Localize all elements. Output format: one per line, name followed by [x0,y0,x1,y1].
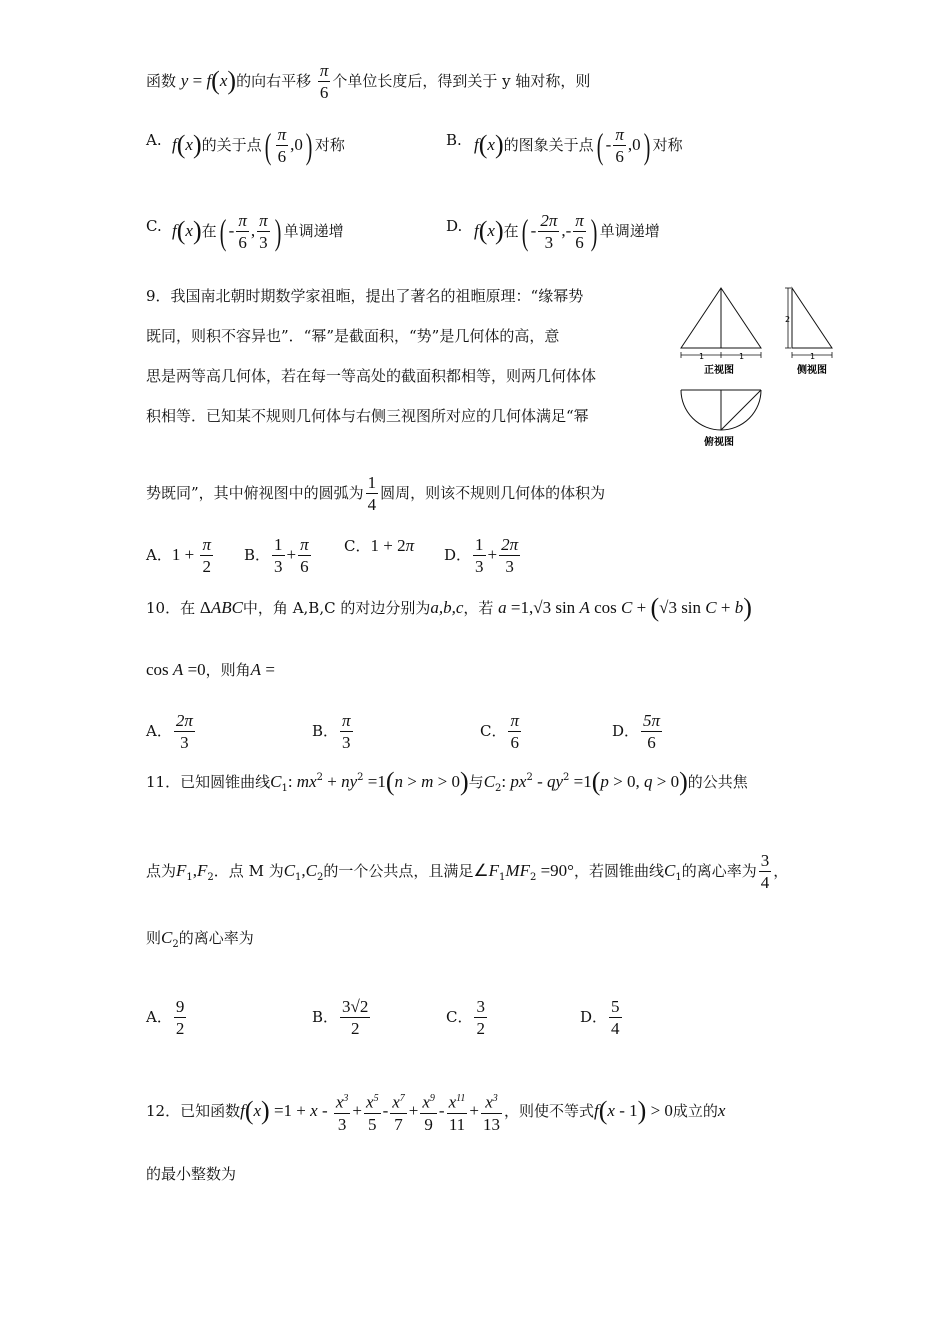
q11-option-c: C． $\frac{3}{2}$ [446,997,485,1038]
q11-line-3: 则$C_2$的离心率为 [146,928,254,950]
side-dim-width: 1 [810,352,816,361]
q8-option-d: D. [446,217,463,235]
q10-stem: 10．在 ΔABC中，角 A,B,C 的对边分别为a,b,c，若 a =1,√3 sin A cos C + (√3 sin C + b) [146,593,752,622]
q10-line-2: cos A =0，则角A = [146,660,275,679]
q8-option-b: B. [446,131,462,149]
front-dim-right: 1 [739,352,745,361]
q8-option-b-body: f(x)的图象关于点( - $\frac{\pi}{6}$ ,0) 对称 [474,125,683,166]
q11-option-d: D． $\frac{5}{4}$ [580,997,620,1038]
q8-option-a-body: f(x)的关于点( $\frac{\pi}{6}$ ,0) 对称 [172,125,345,166]
q9-line-4: 积相等．已知某不规则几何体与右侧三视图所对应的几何体满足“幂 [146,407,589,425]
q10-option-b: B． $\frac{\pi}{3}$ [312,711,351,752]
q9-line-3: 思是两等高几何体，若在每一等高处的截面积都相等，则两几何体体 [146,367,597,385]
side-view-drawing [785,288,832,361]
top-view-label: 俯视图 [704,437,734,448]
q11-stem: 11．已知圆锥曲线$C_1$: $mx^2 + ny^2 =1(n > m > 0)$与$C_2$: $px^2 - qy^2 =1(p > 0$, q > 0)的公共焦 [146,767,748,796]
q11-option-b: B． $\frac{3√2}{2}$ [312,997,369,1038]
q9-option-a: A．1 + $\frac{\pi}{2}$ [146,535,211,576]
q12-stem: 12．已知函数f(x) =1 + x - $\frac{x^3}{3}$ + $\frac{x^5}{5}$ - $\frac{x^7}{7}$ + $\frac{x^9}{9}$ - $\frac{x^{11}}{11}$ + $\frac{x^3}{13}$ ，则使不等式f(x - 1) > 0成立的x [146,1090,725,1134]
front-view-drawing [681,288,761,361]
top-view-drawing [681,390,761,430]
q8-stem: 函数 y = f(x)的向右平移 $\frac{\pi}{6}$ 个单位长度后，得到关于 y 轴对称，则 [146,61,591,102]
q11-option-a: A． $\frac{9}{2}$ [146,997,185,1038]
q8-option-d-body: f(x)在( - $\frac{2\pi}{3}$ ,- $\frac{\pi}{6}$ ) 单调递增 [474,211,660,252]
q12-line-2: 的最小整数为 [146,1165,237,1183]
q8-option-c: C. [146,217,162,235]
q8-option-c-body: f(x)在( - $\frac{\pi}{6}$ , $\frac{\pi}{3}$ ) 单调递增 [172,211,344,252]
front-dim-left: 1 [699,352,705,361]
q9-option-d: D． $\frac{1}{3}$ + $\frac{2\pi}{3}$ [444,535,519,576]
q9-option-c: C．1 + 2π [344,536,415,555]
q9-line-5: 势既同”，其中俯视图中的圆弧为 $\frac{1}{4}$ 圆周，则该不规则几何体的体积为 [146,473,606,514]
q8-option-a: A. [146,131,162,149]
q10-option-a: A． $\frac{2\pi}{3}$ [146,711,193,752]
q10-option-d: D． $\frac{5\pi}{6}$ [612,711,661,752]
q11-line-2: 点为$F_1,F_2$．点 M 为$C_1,C_2$的一个公共点，且满足$\angle F_1MF_2 =90^\circ$，若圆锥曲线$C_1$的离心率为 $\frac{3}{4}$ ， [146,851,789,892]
three-view-figure [676,284,846,454]
q9-line-1: 9．我国南北朝时期数学家祖暅，提出了著名的祖暅原理：“缘幂势 [146,287,584,305]
q10-option-c: C． $\frac{\pi}{6}$ [480,711,520,752]
q9-option-b: B． $\frac{1}{3}$ + $\frac{\pi}{6}$ [244,535,309,576]
front-view-label: 正视图 [704,365,734,376]
side-dim-height: 2 [785,315,791,324]
q9-line-2: 既同，则积不容异也”．“幂”是截面积，“势”是几何体的高，意 [146,327,560,345]
side-view-label: 侧视图 [797,365,827,376]
